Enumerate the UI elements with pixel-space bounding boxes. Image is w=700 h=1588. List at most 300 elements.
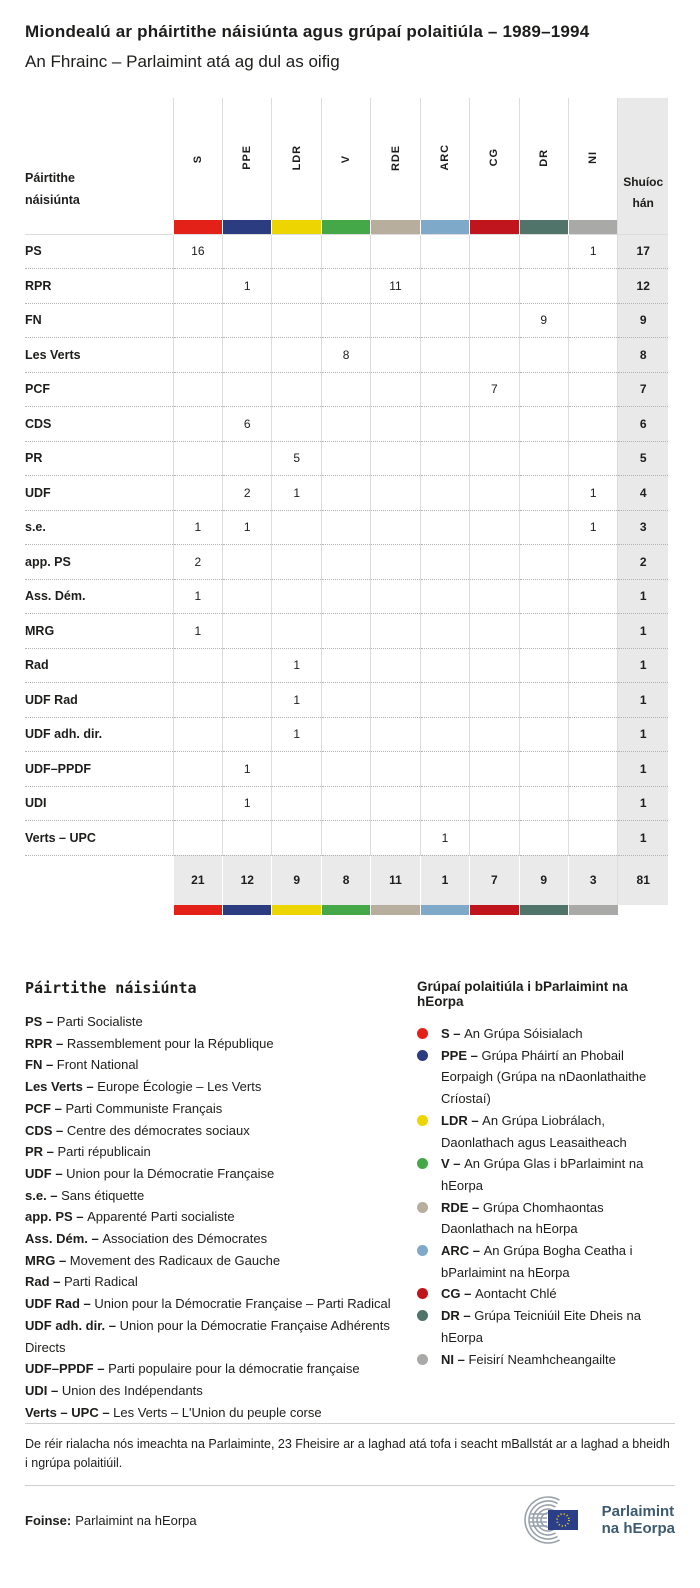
group-color-bar-CG-bottom (470, 905, 519, 915)
table-row (25, 821, 668, 856)
seat-count-CG (470, 303, 519, 338)
party-name: Verts – UPC (25, 821, 173, 856)
seat-count-CG (470, 510, 519, 545)
seat-count-S (173, 441, 222, 476)
party-legend-item: s.e. – Sans étiquette (25, 1187, 145, 1203)
seat-count-RDE (371, 303, 420, 338)
group-legend-item (417, 1110, 675, 1153)
seat-count-DR (519, 545, 568, 580)
table-row (25, 717, 668, 752)
row-total: 1 (618, 579, 668, 614)
seat-count-NI (568, 683, 617, 718)
groups-legend-heading: Grúpaí polaitiúla i bParlaimint na hEorpa (417, 979, 628, 1009)
column-header-S (173, 98, 222, 220)
group-legend-text: V – An Grúpa Glas i bParlaimint na hEorpa (441, 1156, 644, 1193)
seat-count-PPE (223, 717, 272, 752)
seat-count-RDE (371, 786, 420, 821)
seat-count-RDE (371, 476, 420, 511)
party-name: PR (25, 441, 173, 476)
group-color-dot-NI (417, 1354, 428, 1365)
totals-spacer (25, 855, 173, 905)
seat-count-V (321, 372, 370, 407)
party-legend-item: PR – Parti républicain (25, 1144, 151, 1160)
group-abbr: CG – (441, 1286, 475, 1302)
seat-count-PPE (223, 234, 272, 269)
party-name: CDS (25, 407, 173, 442)
seat-count-DR (519, 269, 568, 304)
group-legend-text: PPE – Grúpa Pháirtí an Phobail Eorpaigh (Grúpa na nDaonlathaithe Críostaí) (441, 1047, 647, 1107)
column-header-CG (470, 98, 519, 220)
party-legend-item: Rad – Parti Radical (25, 1274, 138, 1290)
seat-count-DR (519, 683, 568, 718)
row-total: 1 (618, 752, 668, 787)
party-legend-item: PS – Parti Socialiste (25, 1014, 143, 1029)
party-abbr: app. PS – (25, 1209, 88, 1225)
table-row (25, 683, 668, 718)
seat-count-ARC (420, 683, 469, 718)
seat-count-CG (470, 545, 519, 580)
seat-count-ARC (420, 303, 469, 338)
seats-column-header: Shuíochán (618, 98, 668, 220)
party-name: UDF Rad (25, 683, 173, 718)
groups-legend-list (417, 1023, 675, 1370)
group-color-bar-ARC-top (420, 220, 469, 234)
party-legend-item: UDF – Union pour la Démocratie Française (25, 1165, 275, 1181)
party-name: RPR (25, 269, 173, 304)
table-row (25, 338, 668, 373)
seats-table (25, 98, 668, 915)
seat-count-PPE (223, 441, 272, 476)
party-abbr: UDI – (25, 1382, 62, 1398)
seat-count-LDR: 5 (272, 441, 321, 476)
group-abbr: ARC – (441, 1243, 484, 1259)
column-header-label: DR (537, 148, 550, 167)
seat-count-CG (470, 614, 519, 649)
party-abbr: Les Verts – (25, 1079, 98, 1095)
seat-count-PPE (223, 821, 272, 856)
seat-count-NI (568, 579, 617, 614)
seat-count-RDE (371, 545, 420, 580)
seat-count-DR (519, 441, 568, 476)
seat-count-S (173, 717, 222, 752)
group-legend-text: CG – Aontacht Chlé (441, 1286, 557, 1302)
strip-bottom-end (618, 905, 668, 915)
group-color-dot-DR (417, 1310, 428, 1321)
seat-count-RDE (371, 234, 420, 269)
seat-count-ARC (420, 717, 469, 752)
group-abbr: RDE – (441, 1199, 483, 1215)
group-legend-item (417, 1283, 675, 1305)
row-total: 1 (618, 821, 668, 856)
group-color-bar-PPE-bottom (223, 905, 272, 915)
party-abbr: UDF Rad – (25, 1296, 95, 1312)
party-name: UDF–PPDF (25, 752, 173, 787)
group-color-bar-PPE-top (223, 220, 272, 234)
seat-count-S (173, 303, 222, 338)
seat-count-ARC (420, 545, 469, 580)
column-total-CG: 7 (470, 855, 519, 905)
column-total-S: 21 (173, 855, 222, 905)
seat-count-LDR (272, 545, 321, 580)
seat-count-LDR (272, 269, 321, 304)
table-row (25, 372, 668, 407)
table-header-row (25, 98, 668, 220)
seat-count-ARC (420, 510, 469, 545)
seat-count-NI (568, 648, 617, 683)
column-header-PPE (223, 98, 272, 220)
group-color-bar-NI-bottom (568, 905, 617, 915)
party-abbr: UDF – (25, 1165, 67, 1181)
seat-count-NI (568, 303, 617, 338)
seat-count-CG (470, 821, 519, 856)
seat-count-V (321, 303, 370, 338)
column-header-label: ARC (438, 144, 451, 171)
seat-count-CG (470, 579, 519, 614)
party-name: Rad (25, 648, 173, 683)
group-legend-item (417, 1153, 675, 1196)
row-total: 12 (618, 269, 668, 304)
column-header-label: PPE (241, 145, 254, 170)
table-row (25, 303, 668, 338)
party-abbr: Ass. Dém. – (25, 1231, 103, 1247)
seat-count-DR (519, 510, 568, 545)
seat-count-NI (568, 441, 617, 476)
table-row (25, 579, 668, 614)
table-row (25, 441, 668, 476)
party-abbr: FN – (25, 1057, 57, 1073)
group-color-bar-V-top (321, 220, 370, 234)
seat-count-ARC (420, 752, 469, 787)
seat-count-ARC (420, 338, 469, 373)
seat-count-V (321, 614, 370, 649)
seat-count-S (173, 752, 222, 787)
column-header-label: S (191, 154, 204, 163)
strip-seats-cell (618, 220, 668, 234)
seat-count-S (173, 786, 222, 821)
party-abbr: PCF – (25, 1100, 66, 1116)
seat-count-NI (568, 614, 617, 649)
group-legend-text: RDE – Grúpa Chomhaontas Daonlathach na hEorpa (441, 1199, 604, 1237)
seat-count-V (321, 648, 370, 683)
seat-count-S (173, 407, 222, 442)
seat-count-ARC (420, 407, 469, 442)
national-parties-legend (25, 979, 410, 1423)
seat-count-DR (519, 476, 568, 511)
seat-count-V (321, 717, 370, 752)
seat-count-V (321, 821, 370, 856)
seat-count-DR (519, 407, 568, 442)
seat-count-ARC (420, 648, 469, 683)
seat-count-DR (519, 338, 568, 373)
eu-flag (548, 1510, 578, 1530)
column-total-LDR: 9 (272, 855, 321, 905)
seat-count-DR (519, 648, 568, 683)
group-abbr: DR – (441, 1308, 475, 1324)
seat-count-RDE (371, 614, 420, 649)
party-abbr: CDS – (25, 1122, 67, 1138)
seat-count-S: 1 (173, 579, 222, 614)
seat-count-V (321, 476, 370, 511)
seat-count-ARC (420, 372, 469, 407)
row-total: 4 (618, 476, 668, 511)
logo-text (602, 1503, 675, 1537)
group-color-strip-bottom (25, 905, 668, 915)
column-header-DR (519, 98, 568, 220)
party-abbr: PR – (25, 1144, 58, 1160)
page-title: Miondealú ar pháirtithe náisiúnta agus grúpaí polaitiúla – 1989–1994 (25, 22, 590, 41)
party-name: Les Verts (25, 338, 173, 373)
seat-count-ARC (420, 441, 469, 476)
seat-count-CG (470, 234, 519, 269)
parties-legend-list (25, 1011, 410, 1423)
source-value: Parlaimint na hEorpa (75, 1512, 197, 1528)
party-abbr: RPR – (25, 1035, 67, 1051)
seat-count-NI (568, 338, 617, 373)
party-name: UDI (25, 786, 173, 821)
seat-count-S (173, 476, 222, 511)
seat-count-ARC: 1 (420, 821, 469, 856)
logo-line-1: Parlaimint (601, 1503, 675, 1521)
seat-count-NI (568, 545, 617, 580)
seat-count-NI: 1 (568, 510, 617, 545)
column-header-label: CG (488, 148, 501, 167)
seat-count-PPE (223, 338, 272, 373)
source-label: Foinse: (25, 1512, 72, 1528)
footer (25, 1494, 675, 1546)
group-color-strip-top (25, 220, 668, 234)
seat-count-LDR: 1 (272, 476, 321, 511)
seat-count-ARC (420, 786, 469, 821)
seat-count-V (321, 510, 370, 545)
table-row (25, 476, 668, 511)
party-legend-item: CDS – Centre des démocrates sociaux (25, 1122, 250, 1138)
group-legend-text: DR – Grúpa Teicniúil Eite Dheis na hEorpa (441, 1308, 641, 1345)
seat-count-NI (568, 407, 617, 442)
seat-count-RDE (371, 717, 420, 752)
group-color-bar-LDR-bottom (272, 905, 321, 915)
seat-count-PPE: 1 (223, 752, 272, 787)
seat-count-CG (470, 407, 519, 442)
column-total-NI: 3 (568, 855, 617, 905)
party-name: s.e. (25, 510, 173, 545)
column-header-label: LDR (290, 144, 303, 171)
party-abbr: Rad – (25, 1274, 65, 1290)
seat-count-V (321, 786, 370, 821)
column-header-RDE (371, 98, 420, 220)
grand-total: 81 (618, 855, 668, 905)
group-color-bar-RDE-top (371, 220, 420, 234)
logo-line-2: na hEorpa (601, 1520, 675, 1538)
party-legend-item: UDF–PPDF – Parti populaire pour la démocratie française (25, 1361, 360, 1377)
party-legend-item: UDF adh. dir. – Union pour la Démocratie Française Adhérents Directs (25, 1317, 390, 1355)
seat-count-DR (519, 234, 568, 269)
seat-count-V: 8 (321, 338, 370, 373)
party-legend-item: UDI – Union des Indépendants (25, 1382, 203, 1398)
page-subtitle: An Fhrainc – Parlaimint atá ag dul as oifig (25, 52, 340, 71)
seat-count-CG (470, 441, 519, 476)
party-abbr: MRG – (25, 1252, 70, 1268)
column-total-PPE: 12 (223, 855, 272, 905)
totals-row (25, 855, 668, 905)
seat-count-DR (519, 372, 568, 407)
seat-count-LDR (272, 786, 321, 821)
party-name: FN (25, 303, 173, 338)
column-header-NI (568, 98, 617, 220)
row-total: 8 (618, 338, 668, 373)
party-name: UDF (25, 476, 173, 511)
group-legend-item (417, 1305, 675, 1348)
column-header-ARC (420, 98, 469, 220)
row-total: 5 (618, 441, 668, 476)
seat-count-LDR: 1 (272, 648, 321, 683)
seat-count-PPE (223, 614, 272, 649)
row-total: 9 (618, 303, 668, 338)
group-legend-text: NI – Feisirí Neamhcheangailte (441, 1351, 616, 1367)
seat-count-V (321, 752, 370, 787)
seat-count-S: 16 (173, 234, 222, 269)
seat-count-RDE (371, 510, 420, 545)
party-legend-item: app. PS – Apparenté Parti socialiste (25, 1209, 235, 1225)
column-header-label: RDE (389, 144, 402, 171)
group-color-bar-ARC-bottom (420, 905, 469, 915)
table-row (25, 407, 668, 442)
row-header-cell (25, 98, 173, 220)
row-total: 6 (618, 407, 668, 442)
group-legend-item (417, 1349, 675, 1371)
group-color-dot-PPE (417, 1050, 428, 1061)
seat-count-NI (568, 269, 617, 304)
group-legend-item (417, 1023, 675, 1045)
seat-count-S: 1 (173, 510, 222, 545)
seat-count-ARC (420, 579, 469, 614)
row-total: 1 (618, 648, 668, 683)
party-abbr: UDF–PPDF – (25, 1361, 109, 1377)
row-total: 3 (618, 510, 668, 545)
seat-count-DR (519, 614, 568, 649)
seat-count-LDR (272, 614, 321, 649)
party-legend-item: Ass. Dém. – Association des Démocrates (25, 1231, 268, 1247)
group-abbr: V – (441, 1156, 465, 1172)
seat-count-RDE: 11 (371, 269, 420, 304)
table-row (25, 648, 668, 683)
seat-count-PPE: 1 (223, 269, 272, 304)
group-color-bar-NI-top (568, 220, 617, 234)
seat-count-PPE: 1 (223, 510, 272, 545)
parties-legend-heading: Páirtithe náisiúnta (25, 979, 197, 997)
party-legend-item: RPR – Rassemblement pour la République (25, 1035, 274, 1051)
seat-count-LDR (272, 752, 321, 787)
group-legend-item (417, 1240, 675, 1283)
seat-count-RDE (371, 648, 420, 683)
group-legend-text: ARC – An Grúpa Bogha Ceatha i bParlaimint na hEorpa (441, 1243, 633, 1280)
party-abbr: s.e. – (25, 1187, 62, 1203)
seat-count-PPE: 1 (223, 786, 272, 821)
seat-count-ARC (420, 614, 469, 649)
seat-count-DR (519, 579, 568, 614)
seat-count-PPE (223, 545, 272, 580)
seat-count-PPE (223, 648, 272, 683)
seat-count-S (173, 648, 222, 683)
seat-count-S: 2 (173, 545, 222, 580)
party-legend-item: MRG – Movement des Radicaux de Gauche (25, 1252, 281, 1268)
seat-count-PPE (223, 303, 272, 338)
column-total-RDE: 11 (371, 855, 420, 905)
seat-count-LDR (272, 579, 321, 614)
seat-count-PPE (223, 579, 272, 614)
seat-count-S (173, 683, 222, 718)
seat-count-NI (568, 786, 617, 821)
seat-count-V (321, 269, 370, 304)
column-header-label: V (340, 154, 353, 163)
seat-count-ARC (420, 269, 469, 304)
row-header-label: Páirtithe náisiúnta (25, 171, 80, 208)
party-abbr: Verts – UPC – (25, 1404, 114, 1420)
seat-count-LDR (272, 234, 321, 269)
seat-count-V (321, 407, 370, 442)
seat-count-V (321, 683, 370, 718)
seat-count-DR (519, 821, 568, 856)
european-parliament-logo (518, 1494, 675, 1546)
divider-bottom (25, 1485, 675, 1486)
party-legend-item: PCF – Parti Communiste Français (25, 1100, 223, 1116)
table-row (25, 786, 668, 821)
strip-spacer (25, 905, 173, 915)
column-header-label: NI (587, 151, 600, 164)
group-color-bar-DR-top (519, 220, 568, 234)
group-legend-text: LDR – An Grúpa Liobrálach, Daonlathach agus Leasaitheach (441, 1112, 627, 1150)
seat-count-NI (568, 372, 617, 407)
group-color-dot-V (417, 1158, 428, 1169)
group-color-bar-S-bottom (173, 905, 222, 915)
row-total: 7 (618, 372, 668, 407)
party-name: PS (25, 234, 173, 269)
seat-count-ARC (420, 234, 469, 269)
seat-count-S (173, 269, 222, 304)
row-total: 2 (618, 545, 668, 580)
group-color-dot-S (417, 1028, 428, 1039)
seat-count-NI (568, 717, 617, 752)
seat-count-PPE (223, 372, 272, 407)
table-row (25, 510, 668, 545)
seat-count-RDE (371, 821, 420, 856)
party-legend-item: UDF Rad – Union pour la Démocratie Française – Parti Radical (25, 1296, 391, 1312)
group-legend-text: S – An Grúpa Sóisialach (441, 1026, 583, 1041)
party-legend-item: Les Verts – Europe Écologie – Les Verts (25, 1079, 262, 1095)
row-total: 1 (618, 786, 668, 821)
seat-count-PPE (223, 683, 272, 718)
seat-count-CG (470, 717, 519, 752)
seat-count-CG (470, 476, 519, 511)
seat-count-CG (470, 338, 519, 373)
seat-count-RDE (371, 441, 420, 476)
seat-count-V (321, 441, 370, 476)
seat-count-S (173, 821, 222, 856)
group-abbr: S – (441, 1026, 465, 1041)
group-color-bar-S-top (173, 220, 222, 234)
group-color-bar-LDR-top (272, 220, 321, 234)
party-legend-item: Verts – UPC – Les Verts – L'Union du peuple corse (25, 1404, 322, 1420)
footnote: De réir rialacha nós imeachta na Parlaiminte, 23 Fheisire ar a laghad atá tofa i seacht mBallstát ar a laghad a bheidh i ngrúpa polaitiúil. (25, 1437, 670, 1471)
group-abbr: LDR – (441, 1112, 483, 1128)
seat-count-NI (568, 752, 617, 787)
table-row (25, 269, 668, 304)
strip-spacer (25, 220, 173, 234)
group-color-bar-RDE-bottom (371, 905, 420, 915)
seat-count-LDR: 1 (272, 717, 321, 752)
legend-section (25, 979, 675, 1423)
seat-count-LDR: 1 (272, 683, 321, 718)
seat-count-CG: 7 (470, 372, 519, 407)
